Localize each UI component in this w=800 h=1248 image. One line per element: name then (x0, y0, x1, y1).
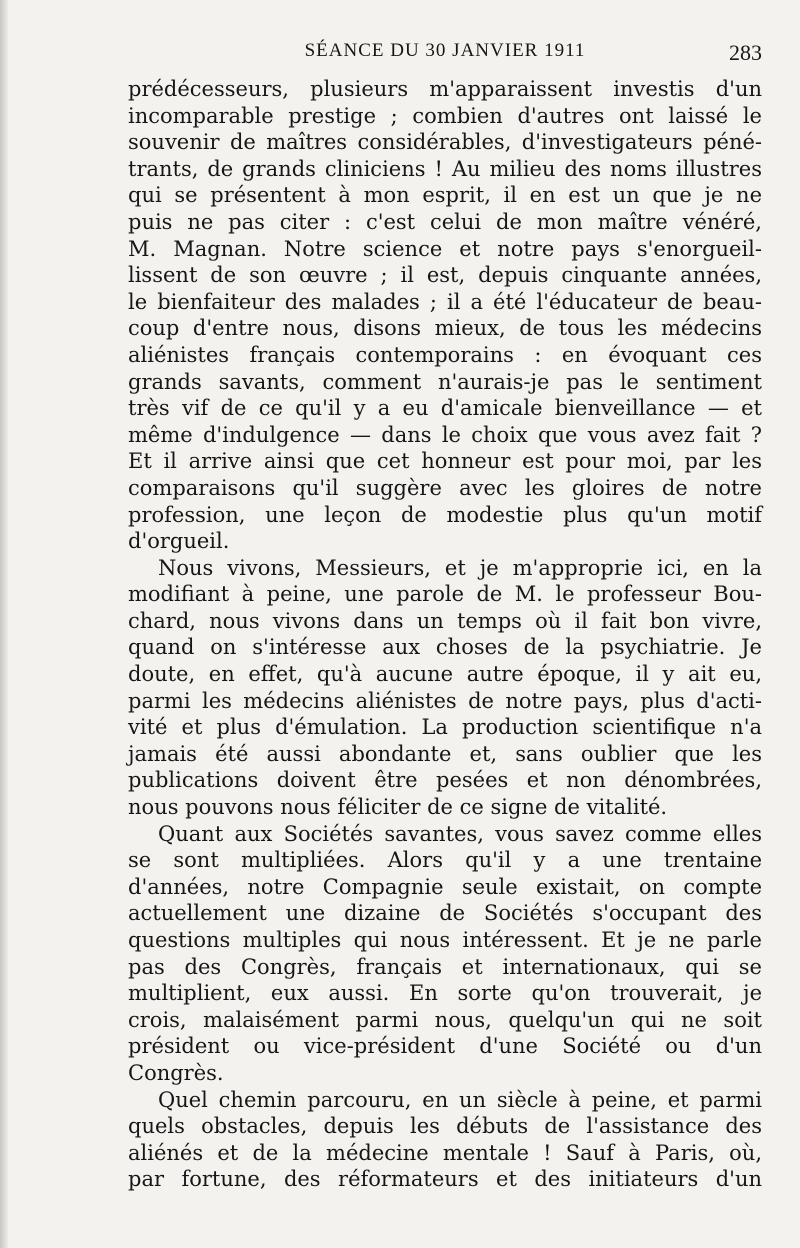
text-line: comparaisons qu'il suggère avec les gloires de notre (128, 475, 762, 500)
text-line: doute, en effet, qu'à aucune autre époque, il y ait eu, (128, 662, 762, 687)
text-line: publications doivent être pesées et non dénombrées, (128, 768, 762, 793)
text-line: Nous vivons, Messieurs, et je m'approprie ici, en la (158, 555, 762, 580)
text-line: lissent de son œuvre ; il est, depuis cinquante années, (128, 263, 762, 288)
text-line: aliénistes français contemporains : en évoquant ces (128, 342, 762, 367)
text-line: pas des Congrès, français et internationaux, qui se (128, 954, 762, 979)
text-line: profession, une leçon de modestie plus qu'un motif (128, 502, 762, 527)
text-line: d'orgueil. (128, 529, 230, 554)
text-line: même d'indulgence — dans le choix que vous avez fait ? (128, 422, 762, 447)
text-line: multiplient, eux aussi. En sorte qu'on trouverait, je (128, 981, 762, 1006)
text-line: Quant aux Sociétés savantes, vous savez comme elles (158, 821, 762, 846)
text-line: modifiant à peine, une parole de M. le professeur Bou- (128, 582, 762, 607)
text-line: par fortune, des réformateurs et des initiateurs d'un (128, 1167, 762, 1192)
text-line: vité et plus d'émulation. La production scientifique n'a (128, 715, 762, 740)
text-line: se sont multipliées. Alors qu'il y a une trentaine (128, 848, 762, 873)
text-line: M. Magnan. Notre science et notre pays s'enorgueil- (128, 236, 762, 261)
text-line: nous pouvons nous féliciter de ce signe de vitalité. (128, 795, 668, 820)
text-line: puis ne pas citer : c'est celui de mon maître vénéré, (128, 209, 762, 234)
text-line: prédécesseurs, plusieurs m'apparaissent investis d'un (128, 77, 762, 101)
text-line: grands savants, comment n'aurais-je pas le sentiment (128, 369, 762, 394)
text-line: qui se présentent à mon esprit, il en est un que je ne (128, 183, 762, 208)
binding-edge (0, 0, 8, 1248)
text-line: Congrès. (128, 1060, 224, 1085)
text-line: crois, malaisément parmi nous, quelqu'un qui ne soit (128, 1007, 762, 1032)
text-line: souvenir de maîtres considérables, d'investigateurs péné- (128, 130, 762, 155)
text-line: quels obstacles, depuis les débuts de l'assistance des (128, 1114, 762, 1139)
text-line: actuellement une dizaine de Sociétés s'occupant des (128, 901, 762, 926)
text-line: président ou vice-président d'une Société ou d'un (128, 1034, 762, 1059)
page-number: 283 (729, 40, 762, 65)
text-line: d'années, notre Compagnie seule existait, on compte (128, 874, 762, 899)
page-header (128, 34, 762, 70)
text-line: Et il arrive ainsi que cet honneur est pour moi, par les (128, 449, 762, 474)
text-line: trants, de grands cliniciens ! Au milieu des noms illustres (128, 156, 762, 181)
text-line: très vif de ce qu'il y a eu d'amicale bienveillance — et (128, 396, 762, 421)
text-line: parmi les médecins aliénistes de notre pays, plus d'acti- (128, 688, 762, 713)
text-line: quand on s'intéresse aux choses de la psychiatrie. Je (128, 635, 762, 660)
text-line: coup d'entre nous, disons mieux, de tous les médecins (128, 316, 762, 341)
text-line: le bienfaiteur des malades ; il a été l'éducateur de beau- (128, 289, 762, 314)
text-line: Quel chemin parcouru, en un siècle à peine, et parmi (158, 1087, 762, 1112)
body-text (128, 76, 762, 1193)
text-line: questions multiples qui nous intéressent. Et je ne parle (128, 928, 762, 952)
running-head: SÉANCE DU 30 JANVIER 1911 (304, 40, 586, 61)
text-line: jamais été aussi abondante et, sans oublier que les (128, 741, 762, 766)
text-line: chard, nous vivons dans un temps où il fait bon vivre, (128, 608, 762, 633)
text-line: aliénés et de la médecine mentale ! Sauf à Paris, où, (128, 1140, 762, 1165)
text-line: incomparable prestige ; combien d'autres ont laissé le (128, 103, 762, 128)
